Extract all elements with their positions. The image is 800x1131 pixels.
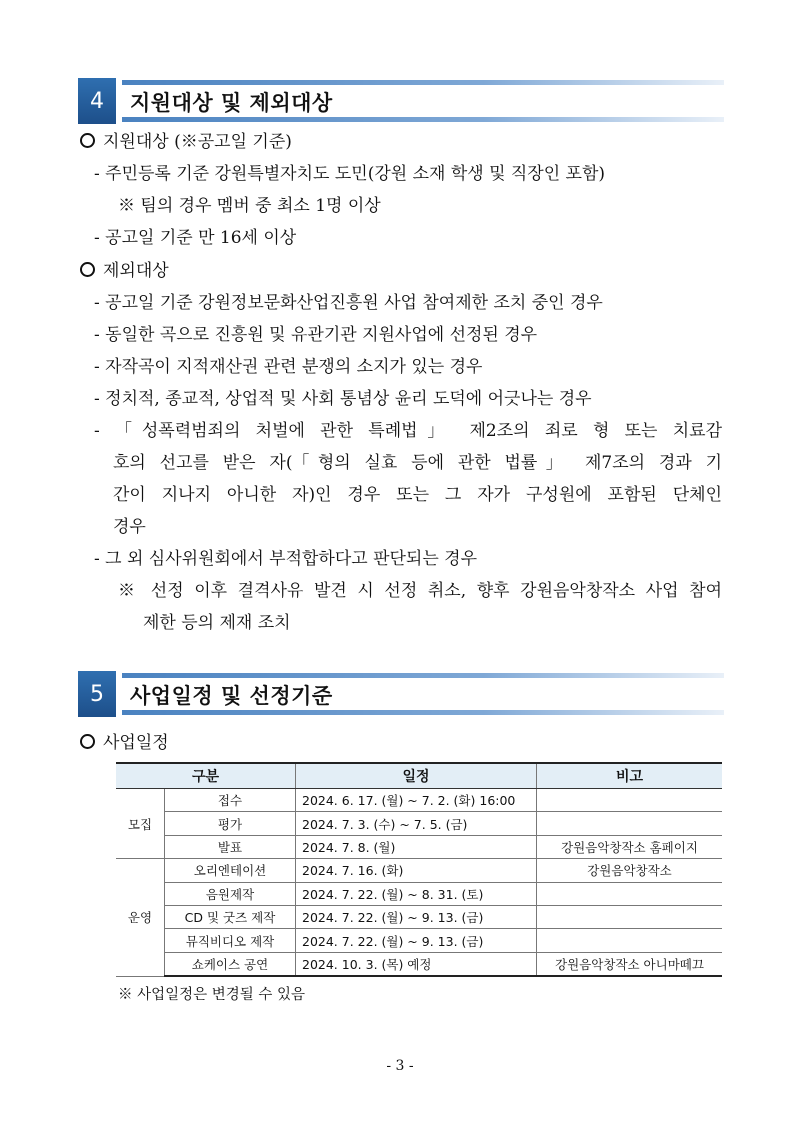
note-cell [537,905,723,928]
header-bar-bottom [122,117,724,122]
schedule-footnote: ※ 사업일정은 변경될 수 있음 [118,987,306,1003]
crime-item-line: 경우 [113,517,146,537]
date-cell: 2024. 7. 22. (월) ~ 9. 13. (금) [296,905,537,928]
table-row [116,859,722,882]
note-cell [537,929,723,952]
date-cell: 2024. 6. 17. (월) ~ 7. 2. (화) 16:00 [296,789,537,812]
table-row [116,812,722,835]
section-title: 지원대상 및 제외대상 [130,91,333,115]
note-cell: 강원음악창작소 홈페이지 [537,835,723,858]
section-5-header [78,671,724,717]
exclusion-note: ※ 선정 이후 결격사유 발견 시 선정 취소, 향후 강원음악창작소 사업 참여 [118,581,722,601]
header-bar-top [122,673,724,678]
note-cell: 강원음악창작소 [537,859,723,882]
exclusion-heading: 제외대상 [80,260,169,282]
exclusion-note: 제한 등의 제재 조치 [143,613,291,633]
item-cell: CD 및 굿즈 제작 [165,905,296,928]
schedule-heading: 사업일정 [80,732,169,754]
section-title: 사업일정 및 선정기준 [130,684,333,708]
item-cell: 발표 [165,835,296,858]
table-row [116,905,722,928]
note-cell [537,812,723,835]
exclusion-item: - 공고일 기준 강원정보문화산업진흥원 사업 참여제한 조치 중인 경우 [94,293,603,313]
table-row [116,929,722,952]
exclusion-item: - 동일한 곡으로 진흥원 및 유관기관 지원사업에 선정된 경우 [94,325,538,345]
header-remarks: 비고 [537,763,723,789]
schedule-table [116,762,722,977]
note-cell: 강원음악창작소 아니마떼끄 [537,952,723,976]
date-cell: 2024. 10. 3. (목) 예정 [296,952,537,976]
header-schedule: 일정 [296,763,537,789]
date-cell: 2024. 7. 22. (월) ~ 8. 31. (토) [296,882,537,905]
header-bar-top [122,80,724,85]
circle-bullet-icon [80,262,95,277]
table-row [116,835,722,858]
circle-bullet-icon [80,133,95,148]
item-cell: 쇼케이스 공연 [165,952,296,976]
table-row [116,882,722,905]
item-cell: 음원제작 [165,882,296,905]
crime-item-line: 간이 지나지 아니한 자)인 경우 또는 그 자가 구성원에 포함된 단체인 [113,485,722,505]
item-cell: 오리엔테이션 [165,859,296,882]
target-item: - 공고일 기준 만 16세 이상 [94,228,297,248]
circle-bullet-icon [80,734,95,749]
date-cell: 2024. 7. 8. (월) [296,835,537,858]
section-number: 5 [78,671,116,717]
date-cell: 2024. 7. 16. (화) [296,859,537,882]
crime-item-line: 호의 선고를 받은 자(「형의 실효 등에 관한 법률」 제7조의 경과 기 [113,453,722,473]
date-cell: 2024. 7. 3. (수) ~ 7. 5. (금) [296,812,537,835]
note-cell [537,882,723,905]
item-cell: 접수 [165,789,296,812]
table-row [116,789,722,812]
page-number: - 3 - [386,1058,414,1074]
header-bar-bottom [122,710,724,715]
section-number: 4 [78,78,116,124]
target-note: ※ 팀의 경우 멤버 중 최소 1명 이상 [118,196,381,216]
header-category: 구분 [116,763,296,789]
item-cell: 뮤직비디오 제작 [165,929,296,952]
crime-item-line: - 「성폭력범죄의 처벌에 관한 특례법」 제2조의 죄로 형 또는 치료감 [94,421,722,441]
table-header-row [116,763,722,789]
item-cell: 평가 [165,812,296,835]
group-cell: 모집 [116,789,165,859]
note-cell [537,789,723,812]
target-item: - 주민등록 기준 강원특별자치도 도민(강원 소재 학생 및 직장인 포함) [94,164,606,184]
group-cell: 운영 [116,859,165,976]
exclusion-item: - 정치적, 종교적, 상업적 및 사회 통념상 윤리 도덕에 어긋나는 경우 [94,389,592,409]
exclusion-item: - 그 외 심사위원회에서 부적합하다고 판단되는 경우 [94,549,478,569]
table-row [116,952,722,976]
date-cell: 2024. 7. 22. (월) ~ 9. 13. (금) [296,929,537,952]
exclusion-item: - 자작곡이 지적재산권 관련 분쟁의 소지가 있는 경우 [94,357,483,377]
section-4-header [78,78,724,124]
target-heading: 지원대상 (※공고일 기준) [80,131,292,153]
